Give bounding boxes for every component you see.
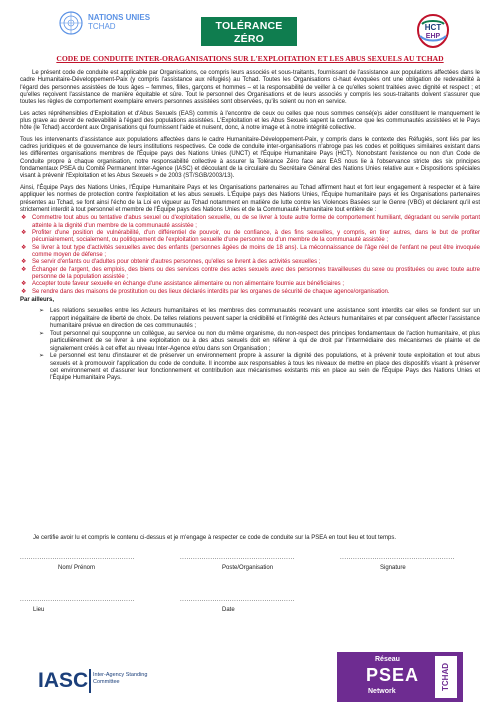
prohibition-text: Accepter toute faveur sexuelle en échange d'une assistance alimentaire ou non alimentaire fournie aux bénéficiaires ; [32,281,345,288]
prohibition-item [21,259,480,266]
un-emblem-icon [58,10,84,36]
iasc-divider [89,669,91,693]
moreover-item [39,308,480,330]
moreover-text: Les relations sexuelles entre les Acteurs humanitaires et les membres des communautés recevant une assistance sont interdits car elles se fondent sur un rapport inégalitaire de liberté de choix. De telles relations peuvent saper la crédibilité et l'intégrité des Acteurs humanitaires et par conséquent affecter l'assistance humanitaire prévue en direction de ces communautés ; [50,308,480,329]
arrow-bullet-icon: ➢ [39,308,45,315]
prohibition-item [21,229,480,245]
document-header [0,0,500,55]
moreover-text: Tout personnel qui soupçonne un collègue, au service ou non du même organisme, du non-respect des principes fondamentaux de l'action humanitaire, et plus particulièrement de se livrer à une exploitation ou à des abus sexuels doit en référer à qui de droit par l'intermédiaire des mécanismes de plainte et de signalement créés à cet effet au niveau Inter-Agence et/ou dans son Organisation ; [50,330,480,352]
document-title: CODE DE CONDUITE INTER-ORAGANISATIONS SUR L'EXPLOITATION ET LES ABUS SEXUELS AU TCHAD [56,54,444,63]
psea-country-label: TCHAD [435,656,457,698]
prohibition-text: Se livrer à tout type d'activités sexuelles avec des enfants (personnes âgées de moins de 18 ans). La méconnaissance de l'âge réel de l'enfant ne peut être invoquée comme moyen de défense ; [32,244,480,258]
moreover-item [39,330,480,353]
prohibition-text: Commettre tout abus ou tentative d'abus sexuel ou d'exploitation sexuelle, ou de se livrer à toute autre forme de comportement humiliant, dégradant ou servile portant atteinte à la dignité d'un membre de la communauté assistée ; [32,215,480,229]
prohibition-item [21,288,480,296]
signature-label: Signature [380,565,406,571]
signature-field-line[interactable]: ..................................................... [340,555,455,561]
prohibition-text: Profiter d'une position de vulnérabilité, d'un différentiel de pouvoir, ou de confiance, à des fins sexuelles, y compris, en tirer autres, dans le but de profiter pécuniairement, socialement, ou politiquement de l'exploitation sexuelle d'une personne ou d'un membre de la communauté assistée ; [32,229,480,244]
psea-wordmark: PSEA [366,665,420,685]
diamond-bullet-icon: ❖ [21,229,27,236]
moreover-item [39,353,480,382]
tolerance-zero-logo [201,17,297,51]
document-body [20,70,480,386]
un-logo-text [88,13,150,31]
diamond-bullet-icon: ❖ [21,259,27,266]
par-ailleurs-heading: Par ailleurs, [20,296,55,303]
moreover-text: Le personnel est tenu d'instaurer et de préserver un environnement propre à assurer la dignité des populations, et à prévenir toute exploitation et tout abus sexuels et à promouvoir l'application du code de conduite. Il incombe aux responsables à tous les niveaux de mettre en place des dispositifs visant à préserver cet environnement et d'assurer leur fonctionnement et contribution aux mécanismes existants mis en place au sein de l'Équipe Pays des Nations Unies et l'Équipe Humanitaire Pays. [50,353,480,382]
date-field-line[interactable]: ..................................................... [180,597,295,603]
prohibition-text: Se servir d'enfants ou d'adultes pour obtenir d'autres personnes, qu'elles se livrent à des activités sexuelles ; [32,259,321,266]
post-field-line[interactable]: ..................................................... [180,555,295,561]
diamond-bullet-icon: ❖ [21,266,27,273]
prohibition-text: Échanger de l'argent, des emplois, des biens ou des services contre des actes sexuels avec des personnes travailleuses du sexe ou prostituées ou avec toute autre personne de la population assistée ; [32,266,480,280]
psea-network-label: Network [368,688,396,695]
iasc-subtitle: Inter-Agency Standing Committee [93,672,148,685]
diamond-bullet-icon: ❖ [21,215,27,222]
paragraph-legal-framework: Tous les intervenants d'assistance aux populations affectées dans le cadre Humanitaire-Développement-Paix, y compris dans le contexte des Réfugiés, sont liés par les cadres juridiques et de gouvernance de leurs institutions respectives. Ce code de conduite inter-organisations n'abroge pas les codes et politiques similaires existant dans les différentes organisations membres de l'Équipe pays des Nations Unies (UNCT) et l'Équipe Humanitaire Pays (HCT). Nonobstant l'existence ou non d'un Code de Conduite propre à chaque organisation, notre responsabilité collective à assurer la Tolérance Zéro face aux EAS nous lie à l'observance stricte des six principes fondamentaux PSEA du Comité Permanent Inter-Agence (IASC) et découlant de la circulaire du Secrétaire Général des Nations Unies relative aux « Dispositions spéciales visant à prévenir l'Exploitation et les Abus Sexuels » de 2003 (ST/SGB/2003/13). [20,136,480,180]
date-label: Date [222,607,235,613]
name-field-line[interactable]: ..................................................... [20,555,135,561]
psea-reseau-label: Réseau [375,656,400,663]
un-name: NATIONS UNIES [88,13,151,22]
place-label: Lieu [33,607,45,613]
diamond-bullet-icon: ❖ [21,288,27,295]
iasc-wordmark: IASC [38,669,89,692]
ehp-label: EHP [425,33,441,40]
psea-network-logo [337,652,463,702]
arrow-bullet-icon: ➢ [39,353,45,360]
diamond-bullet-icon: ❖ [21,281,27,288]
arrow-bullet-icon: ➢ [39,330,45,337]
name-label: Nom/ Prénom [58,565,96,571]
un-country: TCHAD [88,22,116,31]
tolerance-zero-title: TOLÉRANCE ZÉRO [215,20,283,45]
paragraph-commitment: Ainsi, l'Équipe Pays des Nations Unies, l'Équipe Humanitaire Pays et les Organisations partenaires au Tchad affirment haut et fort leur engagement à respecter et à faire appliquer les normes de protection contre l'exploitation et les abus sexuels. L'Équipe pays des Nations Unies, l'Équipe humanitaire pays et les Organisations partenaires présentes au Tchad, se font ainsi l'écho de la Loi en vigueur au Tchad notamment en matière de lutte contre les Violences Basées sur le Genre (VBG) et déclarent qu'il est strictement interdit à tout personnel et membre de l'Équipe pays des Nations Unies et de la Communauté Humanitaire tout entière de : [20,184,480,213]
tolerance-zero-subtitle: POUR L'EXPLOITATION ET LES ABUS SEXUELS [201,46,297,51]
prohibition-item [21,281,480,288]
hct-label: HCT [424,23,442,32]
iasc-logo [38,660,148,700]
paragraph-eas-definition: Les actes répréhensibles d'Exploitation et d'Abus Sexuels (EAS) commis à l'encontre de ceux ou celles que nous sommes censé(e)s aider constituent le manquement le plus grave au devoir de redevabilité à l'égard des populations assistées. L'Exploitation et les Abus Sexuels sapent la confiance que les communautés assistées et le Pays hôte (le Tchad) accordent aux Organisations qui fournissent l'aide et nuisent, donc, à notre image et à notre intégrité collective. [20,110,480,132]
prohibitions-list [20,215,480,296]
paragraph-scope: Le présent code de conduite est applicable par Organisations, ce compris leurs associés et sous-traitants, fournissant de l'assistance aux populations affectées dans le cadre Humanitaire-Développement-Paix (y compris l'assistance aux réfugiés) au Tchad. Toutes les Organisations ci-haut évoquées ont une obligation de redevabilité à l'égard des personnes assistées de tous âges – femmes, filles, garçons et hommes – et la responsabilité de veiller à ce qu'elles soient traitées avec dignité et respect ; et qu'elles reçoivent l'assistance de manière équitable et sûre. Tout le personnel des Organisations et de leurs associés y compris les sous-traitants doivent s'assurer que toutes les règles de comportement exemplaire envers personnes assistées sont observées, qu'ils soient ou non en service. [20,70,480,106]
prohibition-item [21,215,480,230]
prohibition-text: Se rendre dans des maisons de prostitution ou des lieux déclarés interdits par les organes de sécurité de chaque agence/organisation. [32,288,390,295]
diamond-bullet-icon: ❖ [21,244,27,251]
prohibition-item [21,244,480,260]
post-label: Poste/Organisation [222,565,274,571]
prohibition-item [21,266,480,282]
hct-ehp-logo-icon [412,10,454,52]
certification-statement: Je certifie avoir lu et compris le contenu ci-dessus et je m'engage à respecter ce code de conduite sur la PSEA en tout lieu et tout temps. [33,535,397,541]
moreover-list [20,308,480,382]
place-field-line[interactable]: ..................................................... [20,597,135,603]
